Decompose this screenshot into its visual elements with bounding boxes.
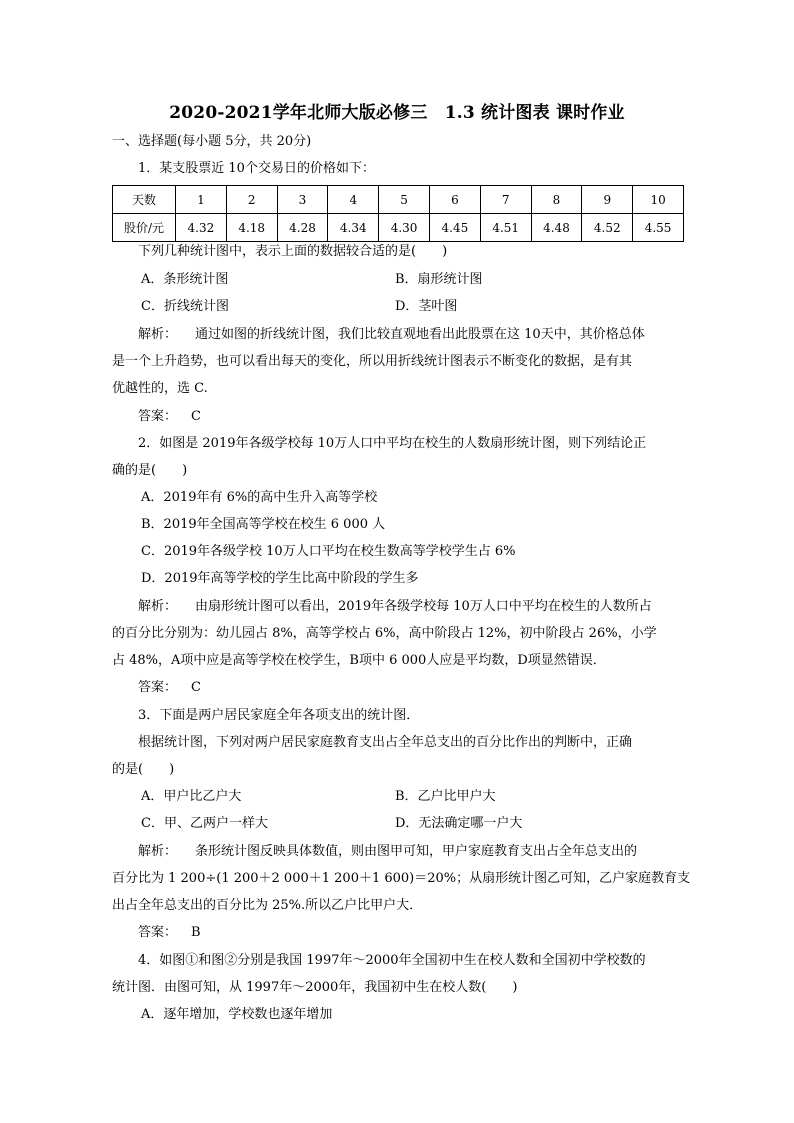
q1-option-b: B．扇形统计图 xyxy=(395,272,483,287)
analysis-text: 由扇形统计图可以看出，2019年各级学校每 10万人口中平均在校生的人数所占 xyxy=(195,599,652,614)
q3-stem: 3．下面是两户居民家庭全年各项支出的统计图． xyxy=(138,708,420,723)
table-cell: 5 xyxy=(379,186,430,214)
q4-stem: 4．如图①和图②分别是我国 1997年～2000年全国初中生在校人数和全国初中学校数的 xyxy=(138,953,646,968)
answer-value: C xyxy=(191,409,201,424)
table-cell: 4 xyxy=(328,186,379,214)
q1-stem: 1．某支股票近 10个交易日的价格如下： xyxy=(138,161,375,176)
analysis-label: 解析： xyxy=(138,844,178,859)
price-table xyxy=(112,185,684,242)
q2-option-b: B．2019年全国高等学校在校生 6 000 人 xyxy=(141,517,386,532)
analysis-label: 解析： xyxy=(138,327,178,342)
q2-option-a: A．2019年有 6%的高中生升入高等学校 xyxy=(141,490,378,505)
q1-analysis-line2: 是一个上升趋势，也可以看出每天的变化，所以用折线统计图表示不断变化的数据，是有其 xyxy=(112,354,633,369)
q1-analysis-line3: 优越性的，选 C. xyxy=(112,381,208,396)
q3-stem-line3: 的是( ) xyxy=(112,762,175,777)
table-cell: 4.28 xyxy=(277,214,328,242)
answer-value: C xyxy=(191,680,201,695)
table-row xyxy=(113,214,684,242)
table-row xyxy=(113,186,684,214)
q3-option-b: B．乙户比甲户大 xyxy=(395,789,496,804)
table-cell: 10 xyxy=(633,186,684,214)
table-cell: 1 xyxy=(176,186,227,214)
q3-analysis-line2: 百分比为 1 200÷(1 200＋2 000＋1 200＋1 600)＝20%；从扇形统计图乙可知，乙户家庭教育支 xyxy=(112,871,691,886)
q3-stem-line2: 根据统计图，下列对两户居民家庭教育支出占全年总支出的百分比作出的判断中，正确 xyxy=(138,735,633,750)
table-cell: 3 xyxy=(277,186,328,214)
q2-analysis-line3: 占 48%，A项中应是高等学校在校学生，B项中 6 000人应是平均数，D项显然错误． xyxy=(112,653,606,668)
analysis-text: 通过如图的折线统计图，我们比较直观地看出此股票在这 10天中，其价格总体 xyxy=(195,327,645,342)
q3-option-d: D．无法确定哪一户大 xyxy=(395,816,523,831)
answer-label: 答案： xyxy=(138,925,178,940)
q2-option-c: C．2019年各级学校 10万人口平均在校生数高等学校学生占 6% xyxy=(141,544,516,559)
answer-label: 答案： xyxy=(138,680,178,695)
q1-analysis xyxy=(138,325,645,345)
q2-answer xyxy=(138,678,201,698)
table-cell: 4.51 xyxy=(480,214,531,242)
q3-analysis xyxy=(138,842,637,862)
table-header-days: 天数 xyxy=(113,186,176,214)
q2-stem: 2．如图是 2019年各级学校每 10万人口中平均在校生的人数扇形统计图，则下列结论正 xyxy=(138,436,647,451)
q3-option-a: A．甲户比乙户大 xyxy=(141,789,242,804)
q2-analysis-line2: 的百分比分别为：幼儿园占 8%，高等学校占 6%，高中阶段占 12%，初中阶段占 26%，小学 xyxy=(112,626,657,641)
q1-option-a: A．条形统计图 xyxy=(141,272,229,287)
page-title: 2020-2021学年北师大版必修三 1.3 统计图表 课时作业 xyxy=(169,103,625,123)
table-cell: 4.48 xyxy=(531,214,582,242)
table-cell: 4.32 xyxy=(176,214,227,242)
q4-option-a: A．逐年增加，学校数也逐年增加 xyxy=(141,1007,333,1022)
table-cell: 4.34 xyxy=(328,214,379,242)
q3-analysis-line3: 出占全年总支出的百分比为 25%.所以乙户比甲户大． xyxy=(112,898,423,913)
table-cell: 7 xyxy=(480,186,531,214)
table-cell: 2 xyxy=(226,186,277,214)
section-heading: 一、选择题(每小题 5分，共 20分) xyxy=(112,134,312,149)
answer-label: 答案： xyxy=(138,409,178,424)
analysis-label: 解析： xyxy=(138,599,178,614)
table-header-price: 股价/元 xyxy=(113,214,176,242)
table-cell: 4.55 xyxy=(633,214,684,242)
table-cell: 9 xyxy=(582,186,633,214)
q1-option-c: C．折线统计图 xyxy=(141,299,229,314)
q4-stem-line2: 统计图．由图可知，从 1997年～2000年，我国初中生在校人数( ) xyxy=(112,980,518,995)
analysis-text: 条形统计图反映具体数值，则由图甲可知，甲户家庭教育支出占全年总支出的 xyxy=(195,844,638,859)
q1-answer xyxy=(138,407,201,427)
q2-analysis xyxy=(138,597,652,617)
q3-answer xyxy=(138,923,201,943)
table-cell: 4.52 xyxy=(582,214,633,242)
q3-option-c: C．甲、乙两户一样大 xyxy=(141,816,268,831)
q1-question: 下列几种统计图中，表示上面的数据较合适的是( ) xyxy=(138,244,448,259)
table-cell: 4.45 xyxy=(429,214,480,242)
q1-option-d: D．茎叶图 xyxy=(395,299,458,314)
table-cell: 6 xyxy=(429,186,480,214)
q2-stem-line2: 确的是( ) xyxy=(112,463,188,478)
table-cell: 8 xyxy=(531,186,582,214)
answer-value: B xyxy=(191,925,201,940)
table-cell: 4.30 xyxy=(379,214,430,242)
table-cell: 4.18 xyxy=(226,214,277,242)
q2-option-d: D．2019年高等学校的学生比高中阶段的学生多 xyxy=(141,571,419,586)
